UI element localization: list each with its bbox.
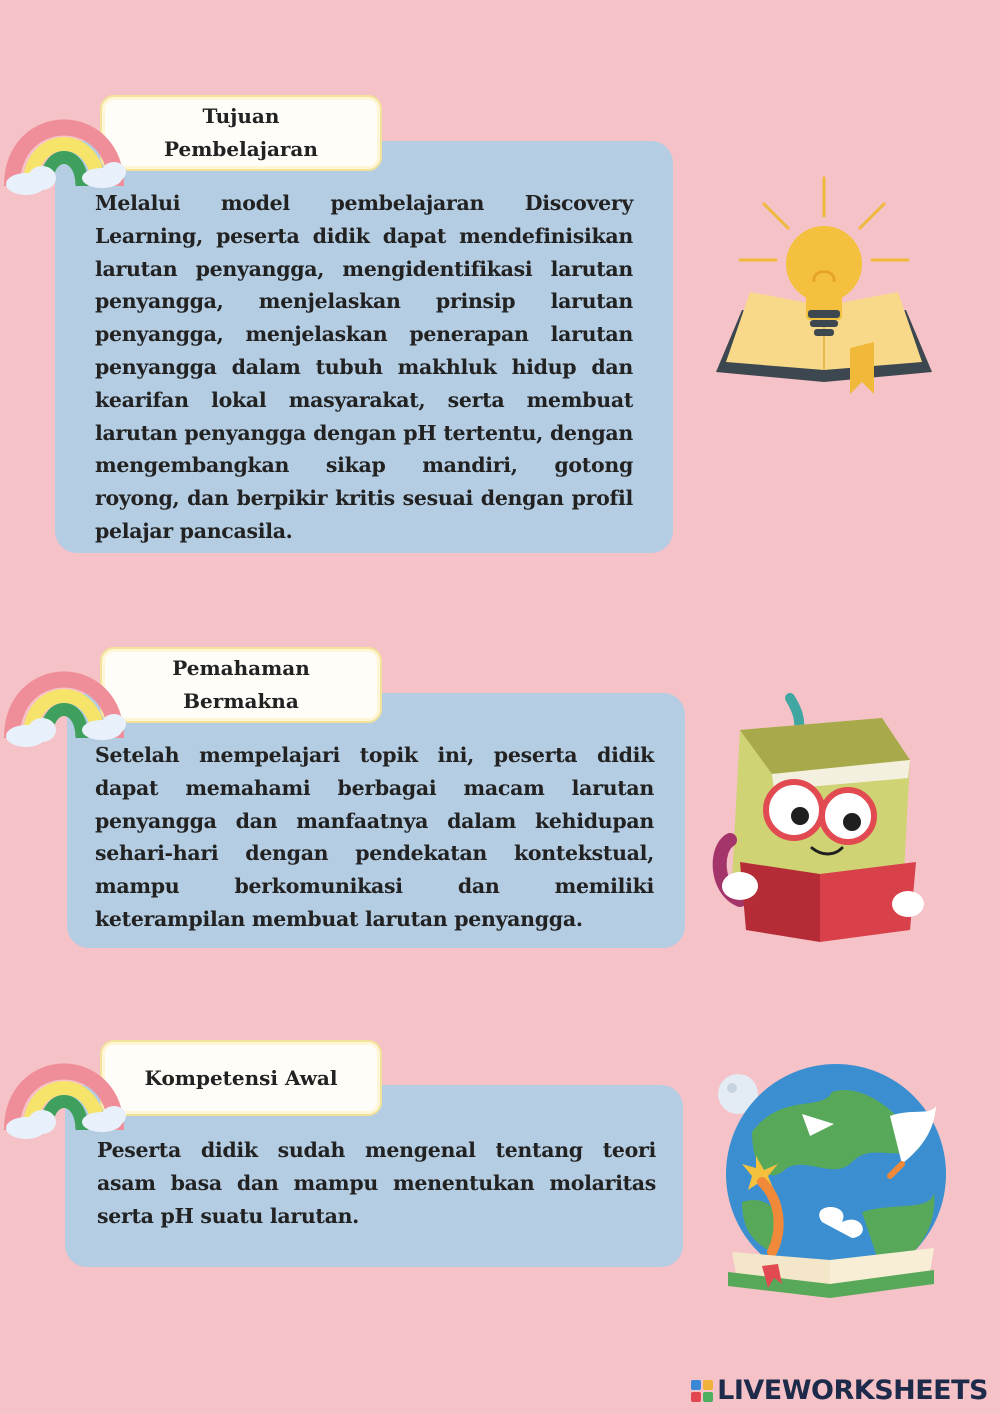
section-body: Setelah mempelajari topik ini, peserta didik dapat memahami berbagai macam larutan penyangga dan manfaatnya dalam kehidupan sehari-hari dengan pendekatan kontekstual, mampu berkomunikasi dan memiliki keterampilan membuat larutan penyangga. [95,743,654,931]
rainbow-icon [4,68,134,198]
title-line-2: Bermakna [183,689,299,713]
section-title [100,1040,382,1116]
title-line-1: Pemahaman [172,656,310,680]
section-title [100,95,382,171]
brand-name: LIVEWORKSHEETS [717,1375,988,1406]
section-title [100,647,382,723]
lightbulb-book-icon [712,172,937,397]
globe-book-icon [712,1052,947,1302]
title-line-1: Kompetensi Awal [144,1065,338,1090]
liveworksheets-logo [691,1375,988,1406]
section-body: Melalui model pembelajaran Discovery Learning, peserta didik dapat mendefinisikan larutan penyangga, mengidentifikasi larutan penyangga, menjelaskan prinsip larutan penyangga, menjelaskan penerapan larutan penyangga dalam tubuh makhluk hidup dan kearifan lokal masyarakat, serta membuat larutan penyangga dengan pH tertentu, dengan mengembangkan sikap mandiri, gotong royong, dan berpikir kritis sesuai dengan profil pelajar pancasila. [95,191,633,543]
liveworksheets-logo-icon [691,1380,713,1402]
rainbow-icon [4,1012,134,1142]
title-line-1: Tujuan [202,104,280,128]
section-body: Peserta didik sudah mengenal tentang teori asam basa dan mampu menentukan molaritas serta pH suatu larutan. [97,1138,656,1228]
title-line-2: Pembelajaran [164,137,318,161]
reading-book-character-icon [712,690,927,950]
rainbow-icon [4,620,134,750]
